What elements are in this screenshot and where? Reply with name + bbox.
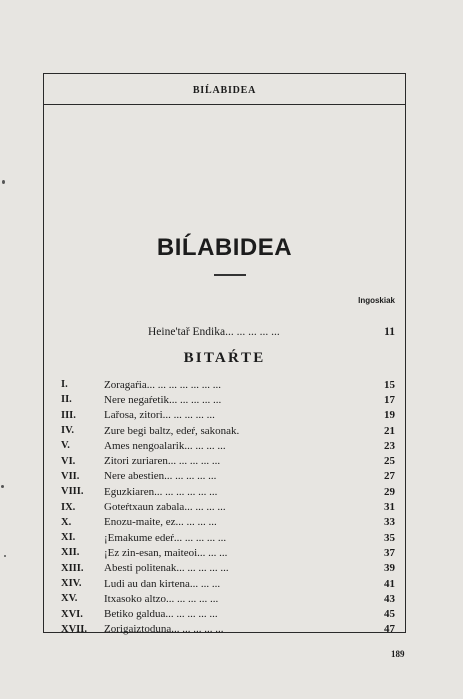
toc-entry-title: Ludi au dan kirtena... ... ... [104, 577, 221, 590]
running-head-text: BIĹABIDEA [192, 85, 257, 96]
toc-roman-numeral: V. [61, 440, 70, 452]
toc-roman-numeral: I. [61, 379, 68, 391]
toc-row [61, 453, 395, 468]
intro-entry [148, 326, 395, 338]
toc-roman-numeral: VIII. [61, 486, 84, 498]
toc-entry-title: Enozu-maite, ez... ... ... ... [104, 516, 217, 529]
toc-page-number: 43 [384, 592, 395, 605]
toc-entry-title: Eguzkiaren... ... ... ... ... ... [104, 485, 218, 498]
toc-page-number: 47 [384, 623, 395, 636]
toc-row [61, 469, 395, 484]
toc-entry-title: Betiko galdua... ... ... ... ... [104, 608, 218, 621]
toc-entry-title: Abesti politenak... ... ... ... ... [104, 562, 229, 575]
toc-entry-title: Goteŕtxaun zabala... ... ... ... [104, 501, 226, 514]
toc-entry-title: Zitori zuriaren... ... ... ... ... [104, 455, 221, 468]
toc-page-number: 39 [384, 562, 395, 575]
toc-row [61, 515, 395, 530]
toc-roman-numeral: IV. [61, 425, 74, 437]
toc-entry-title: Zoragaŕia... ... ... ... ... ... ... [104, 378, 221, 391]
toc-entry-title: ¡Emakume edeŕ... ... ... ... ... [104, 531, 227, 544]
toc-row [61, 423, 395, 438]
section-heading: BITAŔTE [183, 350, 266, 366]
paper-speck [1, 485, 4, 488]
toc-list [61, 377, 395, 637]
toc-roman-numeral: XVII. [61, 623, 87, 635]
toc-entry-title: Zorigaiztoduna... ... ... ... ... [104, 623, 224, 636]
page-number: 189 [391, 649, 405, 659]
toc-roman-numeral: XIII. [61, 562, 84, 574]
title-rule [214, 274, 246, 276]
toc-roman-numeral: III. [61, 409, 76, 421]
toc-entry-title: Zure begi baltz, edeŕ, sakonak. [104, 424, 240, 437]
page-column-heading: Ingoskiak [358, 296, 395, 305]
toc-page-number: 15 [384, 378, 395, 391]
toc-entry-title: Ames nengoalarik... ... ... ... [104, 439, 226, 452]
toc-roman-numeral: II. [61, 394, 72, 406]
toc-roman-numeral: XII. [61, 547, 80, 559]
toc-page-number: 27 [384, 470, 395, 483]
toc-row [61, 438, 395, 453]
toc-roman-numeral: X. [61, 516, 72, 528]
toc-row [61, 545, 395, 560]
toc-page-number: 19 [384, 409, 395, 422]
toc-entry-title: Itxasoko altzo... ... ... ... ... [104, 592, 219, 605]
toc-row [61, 499, 395, 514]
toc-page-number: 17 [384, 393, 395, 406]
toc-entry-title: Lařosa, zitori... ... ... ... ... [104, 409, 215, 422]
paper-speck [4, 555, 6, 557]
toc-page-number: 45 [384, 608, 395, 621]
toc-page-number: 41 [384, 577, 395, 590]
paper-speck [2, 180, 5, 184]
toc-roman-numeral: XIV. [61, 578, 82, 589]
running-head [44, 74, 405, 105]
toc-roman-numeral: IX. [61, 501, 76, 513]
toc-page-number: 21 [384, 424, 395, 437]
toc-page-number: 35 [384, 531, 395, 544]
toc-row [61, 576, 395, 591]
toc-row [61, 561, 395, 576]
toc-roman-numeral: XI. [61, 532, 76, 544]
toc-row [61, 392, 395, 407]
toc-row [61, 606, 395, 621]
toc-roman-numeral: XV. [61, 593, 78, 605]
toc-page-number: 31 [384, 501, 395, 514]
intro-entry-title: Heine'tař Endika... ... ... ... ... [148, 326, 280, 338]
toc-row [61, 484, 395, 499]
toc-row [61, 408, 395, 423]
toc-page-number: 23 [384, 439, 395, 452]
page-frame [43, 73, 406, 636]
toc-roman-numeral: VI. [61, 455, 76, 467]
toc-page-number: 25 [384, 455, 395, 468]
page-title: BIĹABIDEA [156, 234, 293, 261]
toc-entry-title: Nere negaŕetik... ... ... ... ... [104, 393, 222, 406]
toc-roman-numeral: XVI. [61, 608, 83, 620]
toc-page-number: 33 [384, 516, 395, 529]
toc-row [61, 591, 395, 606]
toc-page-number: 29 [384, 485, 395, 498]
toc-entry-title: Nere abestien... ... ... ... ... [104, 470, 217, 483]
toc-row [61, 377, 395, 392]
toc-roman-numeral: VII. [61, 470, 80, 482]
toc-entry-title: ¡Ez zin-esan, maiteoi... ... ... [104, 546, 228, 559]
toc-row [61, 622, 395, 637]
intro-entry-page: 11 [384, 326, 395, 338]
toc-page-number: 37 [384, 546, 395, 559]
toc-row [61, 530, 395, 545]
